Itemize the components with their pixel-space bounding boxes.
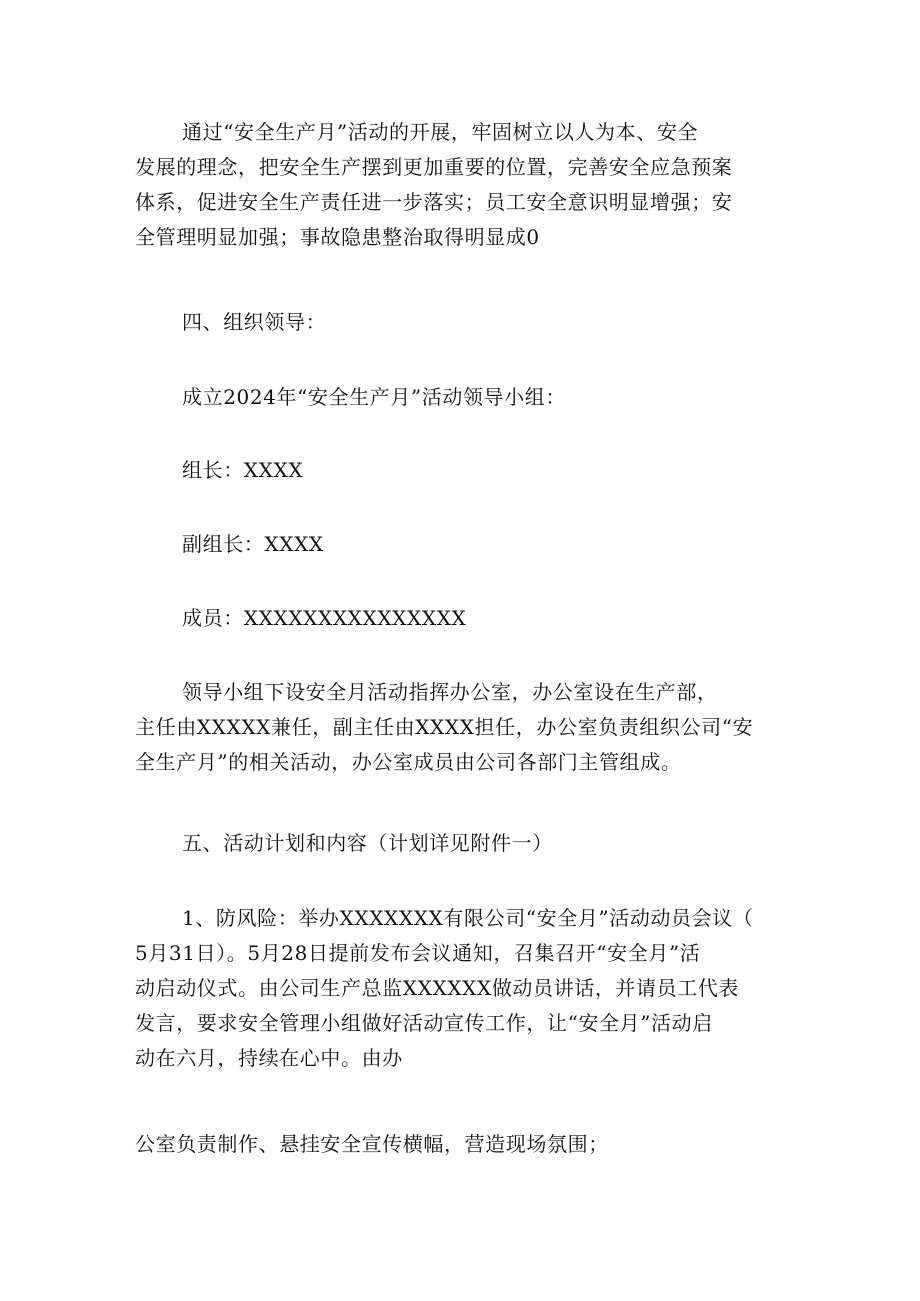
- heading-line: 五、活动计划和内容（计划详见附件一）: [182, 831, 553, 855]
- text-line: 成立2024年“安全生产月”活动领导小组：: [182, 385, 566, 409]
- text-line: 5月31日）。5月28日提前发布会议通知，召集召开“安全月”活: [135, 941, 701, 965]
- section-heading-organization: [135, 305, 795, 340]
- office-paragraph: [135, 675, 795, 780]
- text-line: 全生产月”的相关活动，办公室成员由公司各部门主管组成。: [135, 750, 682, 774]
- text-line: 全管理明显加强；事故隐患整治取得明显成0: [135, 225, 540, 249]
- section-heading-plan: [135, 826, 795, 861]
- text-line: 发言，要求安全管理小组做好活动宣传工作，让“安全月”活动启: [135, 1011, 713, 1035]
- text-line: 体系，促进安全生产责任进一步落实；员工安全意识明显增强；安: [135, 190, 733, 214]
- continuation-paragraph: [135, 1127, 795, 1162]
- text-line: 公室负责制作、悬挂安全宣传横幅，营造现场氛围；: [135, 1132, 609, 1156]
- leader-line: [135, 453, 795, 488]
- text-line: 成员：XXXXXXXXXXXXXXX: [182, 606, 467, 630]
- text-line: 主任由XXXXX兼任，副主任由XXXX担任，办公室负责组织公司“安: [135, 715, 754, 739]
- text-line: 1、防风险：举办XXXXXXX有限公司“安全月”活动动员会议（: [182, 906, 754, 930]
- text-line: 领导小组下设安全月活动指挥办公室，办公室设在生产部，: [182, 680, 718, 704]
- text-line: 组长：XXXX: [182, 458, 304, 482]
- text-line: 动启动仪式。由公司生产总监XXXXXX做动员讲话，并请员工代表: [135, 976, 740, 1000]
- text-line: 通过“安全生产月”活动的开展，牢固树立以人为本、安全: [182, 120, 699, 144]
- intro-paragraph: [135, 115, 795, 255]
- deputy-leader-line: [135, 527, 795, 562]
- text-line: 动在六月，持续在心中。由办: [135, 1046, 403, 1070]
- heading-line: 四、组织领导：: [182, 310, 327, 334]
- text-line: 副组长：XXXX: [182, 532, 324, 556]
- members-line: [135, 601, 795, 636]
- group-setup-paragraph: [135, 380, 795, 415]
- plan-item-1-paragraph: [135, 901, 795, 1076]
- text-line: 发展的理念，把安全生产摆到更加重要的位置，完善安全应急预案: [135, 155, 733, 179]
